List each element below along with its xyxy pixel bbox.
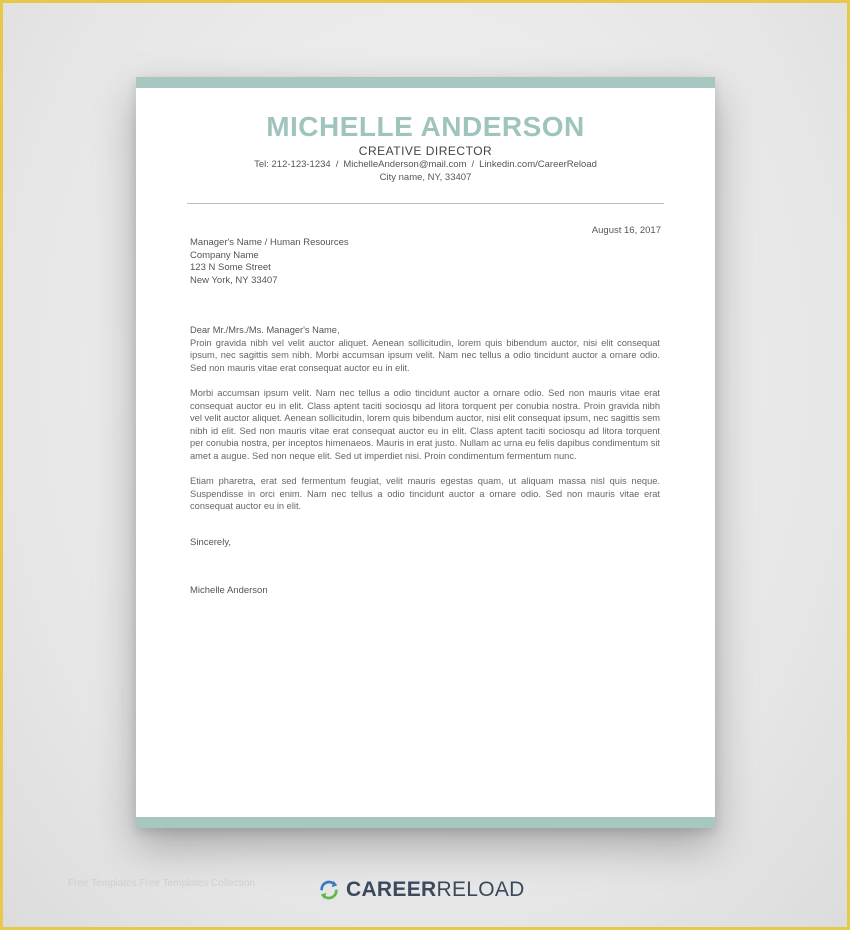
phone: Tel: 212-123-1234 bbox=[254, 159, 331, 170]
recipient-block bbox=[190, 237, 490, 287]
recipient-line: Company Name bbox=[190, 249, 259, 261]
body-paragraph: Proin gravida nibh vel velit auctor aliquet. Aenean sollicitudin, lorem quis bibendum auctor, nisi elit consequat ipsum, nec sagittis sem nibh. Morbi accumsan ipsum velit. Nam nec tellus a odio tincidunt auctor a ornare odio. Sed non mauris vitae erat consequat auctor eu in elit. bbox=[190, 337, 660, 373]
separator: / bbox=[335, 159, 339, 170]
salutation: Dear Mr./Mrs./Ms. Manager's Name, bbox=[190, 325, 340, 335]
cover-letter-page bbox=[136, 77, 715, 828]
letter-date: August 16, 2017 bbox=[591, 225, 661, 236]
contact-line bbox=[136, 159, 715, 170]
job-title: CREATIVE DIRECTOR bbox=[358, 144, 493, 158]
separator: / bbox=[471, 159, 475, 170]
email: MichelleAnderson@mail.com bbox=[343, 159, 467, 170]
logo-word-career: CAREER bbox=[346, 878, 437, 901]
signature-name: Michelle Anderson bbox=[190, 585, 268, 596]
recipient-line: 123 N Some Street bbox=[190, 262, 271, 274]
reload-arrows-icon bbox=[318, 879, 340, 901]
logo-word-reload: RELOAD bbox=[436, 878, 525, 901]
bottom-accent-band bbox=[136, 817, 715, 828]
top-accent-band bbox=[136, 77, 715, 88]
body-paragraph: Etiam pharetra, erat sed fermentum feugiat, velit mauris egestas quam, ut aliquam massa nisl quis neque. Suspendisse in orci enim. Nam nec tellus a odio tincidunt auctor a ornare odio. Sed non mauris vitae erat consequat auctor eu in elit. bbox=[190, 476, 660, 512]
letter-body bbox=[190, 324, 660, 526]
recipient-line: Manager's Name / Human Resources bbox=[190, 237, 349, 248]
careerreload-logo bbox=[318, 876, 525, 904]
body-paragraph: Morbi accumsan ipsum velit. Nam nec tellus a odio tincidunt auctor a ornare odio. Sed non mauris vitae erat consequat auctor eu in elit. Class aptent taciti sociosqu ad litora torquent per conubia nostra. Proin gravida nibh vel velit auctor aliquet. Aenean sollicitudin, lorem quis bibendum auctor, nisi elit consequat ipsum, nec sagittis sem nibh id elit. Sed non mauris vitae erat consequat auctor eu in elit. Class aptent taciti sociosqu ad litora torquent per conubia nostra, per inceptos himenaeos. Mauris in erat justo. Nullam ac urna eu felis dapibus condimentum sit amet a augue. Sed non neque elit. Sed ut imperdiet nisi. Proin condimentum fermentum nunc. bbox=[190, 387, 660, 461]
city-line: City name, NY, 33407 bbox=[379, 172, 472, 183]
linkedin: Linkedin.com/CareerReload bbox=[479, 159, 597, 170]
applicant-name: MICHELLE ANDERSON bbox=[266, 111, 585, 142]
header-divider bbox=[187, 203, 664, 204]
recipient-line: New York, NY 33407 bbox=[190, 274, 278, 286]
watermark: Free Templates Free Templates Collection bbox=[68, 878, 255, 889]
closing: Sincerely, bbox=[190, 537, 232, 548]
